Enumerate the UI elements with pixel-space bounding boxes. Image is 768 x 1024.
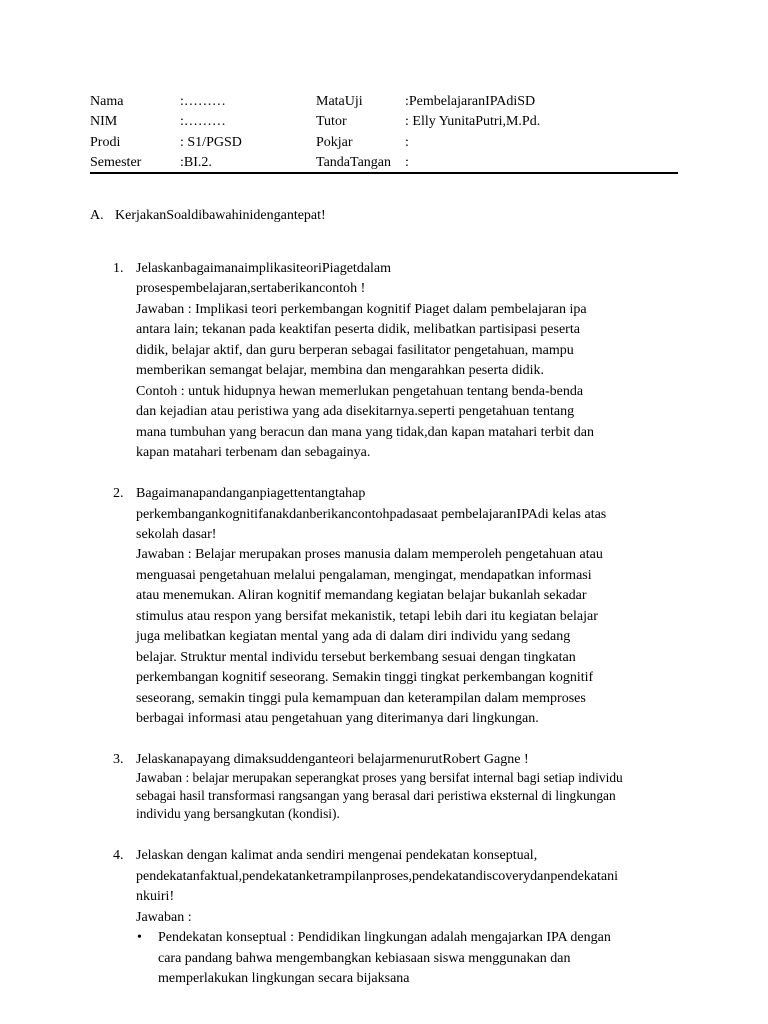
answer-line: atau menemukan. Aliran kognitif memandang kegiatan belajar bukanlah sekadar <box>136 588 587 603</box>
header-value-semester: :BI.2. <box>180 155 212 170</box>
question-number: 1. <box>113 261 124 276</box>
header-value-nama: :……… <box>180 94 226 109</box>
header-label-prodi: Prodi <box>90 135 121 150</box>
header-value-tutor: : Elly YunitaPutri,M.Pd. <box>405 114 541 129</box>
header-value-pokjar: : <box>405 135 409 150</box>
header-label-nama: Nama <box>90 94 124 109</box>
bullet-line: Pendekatan konseptual : Pendidikan lingkungan adalah mengajarkan IPA dengan <box>158 930 611 945</box>
answer-line: seseorang, semakin tinggi pula kemampuan dan keterampilan dalam memproses <box>136 691 586 706</box>
question-line: Jelaskanapayang dimaksuddenganteori belajarmenurutRobert Gagne ! <box>136 752 529 767</box>
answer-line: juga melibatkan kegiatan mental yang ada di dalam diri individu yang sedang <box>136 629 571 644</box>
answer-line: stimulus atau respon yang bersifat mekanistik, tetapi lebih dari itu kegiatan belajar <box>136 609 598 624</box>
header-label-pokjar: Pokjar <box>316 135 353 150</box>
question-number: 4. <box>113 848 124 863</box>
header-label-matauji: MataUji <box>316 94 363 109</box>
answer-line: memberikan semangat belajar, membina dan mengarahkan peserta didik. <box>136 363 545 378</box>
header-value-matauji: :PembelajaranIPAdiSD <box>405 94 536 109</box>
question-line: JelaskanbagaimanaimplikasiteoriPiagetdalam <box>136 261 392 276</box>
question-number: 3. <box>113 752 124 767</box>
answer-line: sebagai hasil transformasi rangsangan yang berasal dari peristiwa eksternal di lingkungan <box>136 788 616 803</box>
bullet-line: memperlakukan lingkungan secara bijaksana <box>158 971 410 986</box>
answer-line: Jawaban : belajar merupakan seperangkat proses yang bersifat internal bagi setiap individu <box>136 770 623 785</box>
answer-line: belajar. Struktur mental individu tersebut berkembang sesuai dengan tingkatan <box>136 650 576 665</box>
answer-line: berbagai informasi atau pengetahuan yang diterimanya dari lingkungan. <box>136 711 539 726</box>
header-value-prodi: : S1/PGSD <box>180 135 242 150</box>
header-label-tandatangan: TandaTangan <box>316 155 392 170</box>
question-line: pendekatanfaktual,pendekatanketrampilanproses,pendekatandiscoverydanpendekatani <box>136 869 619 884</box>
header-label-semester: Semester <box>90 155 142 170</box>
answer-line: antara lain; tekanan pada keaktifan peserta didik, melibatkan partisipasi peserta <box>136 322 580 337</box>
header-label-tutor: Tutor <box>316 114 347 129</box>
question-line: sekolah dasar! <box>136 527 217 542</box>
header-value-nim: :……… <box>180 114 226 129</box>
header-label-nim: NIM <box>90 114 118 129</box>
answer-line: Jawaban : <box>136 910 192 925</box>
answer-line: individu yang bersangkutan (kondisi). <box>136 806 340 821</box>
question-line: perkembangankognitifanakdanberikancontohpadasaat pembelajaranIPAdi kelas atas <box>136 507 607 522</box>
bullet-line: cara pandang bahwa mengembangkan kebiasaan siswa menggunakan dan <box>158 951 571 966</box>
section-a-instruction: KerjakanSoaldibawahinidengantepat! <box>115 208 326 223</box>
answer-line: mana tumbuhan yang beracun dan mana yang tidak,dan kapan matahari terbit dan <box>136 425 594 440</box>
header-divider <box>90 172 678 174</box>
question-line: prosespembelajaran,sertaberikancontoh ! <box>136 281 366 296</box>
answer-line: didik, belajar aktif, dan guru berperan sebagai fasilitator pengetahuan, mampu <box>136 343 574 358</box>
bullet-icon: • <box>137 930 142 945</box>
answer-line: kapan matahari terbenam dan sebagainya. <box>136 445 371 460</box>
answer-line: perkembangan kognitif seseorang. Semakin tinggi tingkat perkembangan kognitif <box>136 670 594 685</box>
answer-line: Jawaban : Belajar merupakan proses manusia dalam memperoleh pengetahuan atau <box>136 547 603 562</box>
question-number: 2. <box>113 486 124 501</box>
answer-line: menguasai pengetahuan melalui pengalaman, mengingat, mendapatkan informasi <box>136 568 592 583</box>
section-a-marker: A. <box>90 208 104 223</box>
answer-line: dan kejadian atau peristiwa yang ada disekitarnya.seperti pengetahuan tentang <box>136 404 575 419</box>
header-value-tandatangan: : <box>405 155 409 170</box>
answer-line: Contoh : untuk hidupnya hewan memerlukan pengetahuan tentang benda-benda <box>136 384 584 399</box>
answer-line: Jawaban : Implikasi teori perkembangan kognitif Piaget dalam pembelajaran ipa <box>136 302 587 317</box>
question-line: Bagaimanapandanganpiagettentangtahap <box>136 486 366 501</box>
question-line: nkuiri! <box>136 889 175 904</box>
question-line: Jelaskan dengan kalimat anda sendiri mengenai pendekatan konseptual, <box>136 848 538 863</box>
